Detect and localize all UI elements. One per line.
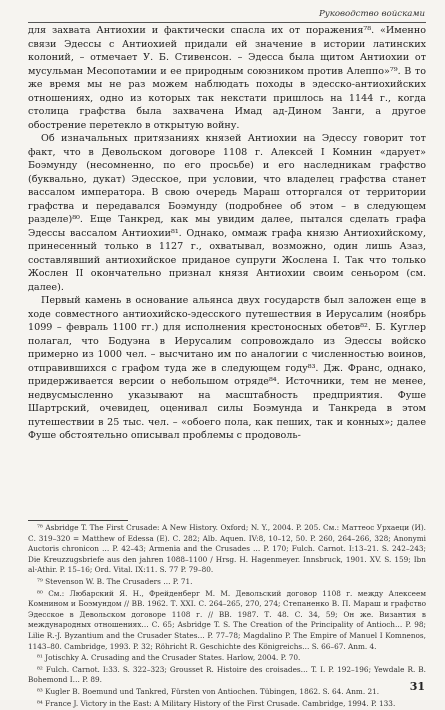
paragraph: для захвата Антиохии и фактически спасла их от поражения⁷⁸. «Именно связи Эдессы с Антиохией придали ей значение в истории латинских колоний, – отмечает У. Б. Стивенсон. – Эдесса была щитом Антиохии от мусульман Месопотамии и ее природным союзником против Алеппо»⁷⁹. В то же время мы не раз можем наблюдать походы в эдесско-антиохийских отношениях, одно из которых так некстати пришлось на 1144 г., когда столица графства была захвачена Имад ад-Дином Занги, а другое обострение перетекло в открытую войну. xyxy=(28,25,426,131)
footnote: ⁸⁰ См.: Любарский Я. Н., Фрейденберг М. М. Девольский договор 1108 г. между Алексеем Комнином и Боэмундом // ВВ. 1962. Т. XXI. С. 264–265, 270, 274; Степаненко В. П. Мараш и графство Эдесское в Девольском договоре 1108 г. // ВВ. 1987. Т. 48. С. 34, 59; Он же. Византия в международных отношениях… С. 65; Asbridge T. S. The Creation of the Principality of Antioch… P. 98; Lilie R.-J. Byzantium and the Crusader States… P. 77–78; Magdalino P. The Empire of Manuel I Komnenos, 1143–80. Cambridge, 1993. P. 32; Röhricht R. Geschichte des Königreichs… S. 66–67. Anm. 4. xyxy=(28,588,426,651)
footnote: ⁸³ Kugler B. Boemund und Tankred, Fürsten von Antiochen. Tübingen, 1862. S. 64. Anm. 21. xyxy=(37,686,380,696)
page-number: 31 xyxy=(409,680,425,693)
header-rule xyxy=(28,22,426,23)
main-text xyxy=(28,24,426,443)
footnote: ⁸¹ Jotischky A. Crusading and the Crusader States. Harlow, 2004. P. 70. xyxy=(37,653,301,663)
footnote: ⁸⁴ France J. Victory in the East: A Military History of the First Crusade. Cambridge, 1994. P. 133. xyxy=(37,698,396,708)
footnote: ⁷⁸ Asbridge T. The First Crusade: A New History. Oxford; N. Y., 2004. P. 205. См.: Маттеос Урхаеци (И). С. 319–320 = Matthew of Edessa (E). С. 282; Alb. Aquen. IV:8, 10–12, 50. P. 260, 264–266, 328; Anonymi Auctoris chronicon … P. 42–43; Armenia and the Crusades … P. 170; Fulch. Carnot. I:13–21. S. 242–243; Die Kreuzzugsbriefe aus den jahren 1088–1100 / Hrsg. H. Hagenmeyer. Innsbruck, 1901. XV. S. 159; Ibn al-Athir. P. 15–16; Ord. Vital. IX:11. S. 77 P. 79–80. xyxy=(28,523,426,575)
footnote-rule xyxy=(28,520,128,521)
paragraph: Об изначальных притязаниях князей Антиохии на Эдессу говорит тот факт, что в Девольском договоре 1108 г. Алексей I Комнин «дарует» Боэмунду (несомненно, по его просьбе) и его наследникам графство (буквально, дукат) Эдесское, при условии, что владелец графства станет вассалом императора. В свою очередь Мараш отторгался от территории графства и передавался Боэмунду (подробнее об этом – в следующем разделе)⁸⁰. Еще Танкред, как мы увидим далее, пытался сделать графа Эдессы вассалом Антиохии⁸¹. Однако, оммаж графа князю Антиохийскому, принесенный только в 1127 г., охватывал, возможно, один лишь Азаз, составлявший антиохийское приданое супруги Жослена I. Так что только Жослен II окончательно признал князя Антиохии своим сеньором (см. далее). xyxy=(28,133,426,293)
footnote: ⁸² Fulch. Carnot. I:33. S. 322–323; Grousset R. Histoire des croisades… T. I. P. 192–196; Yewdale R. B. Bohemond I… P. 89. xyxy=(28,664,426,685)
footnotes xyxy=(28,523,426,710)
running-head: Руководство войсками xyxy=(318,9,425,19)
footnote: ⁷⁹ Stevenson W. B. The Crusaders … P. 71. xyxy=(37,576,193,586)
paragraph: Первый камень в основание альянса двух государств был заложен еще в ходе совместного антиохийско-эдесского путешествия в Иерусалим (ноябрь 1099 – февраль 1100 гг.) для исполнения крестоносных обетов⁸². Б. Куглер полагал, что Бодуэна в Иерусалим сопровождало из Эдессы войско примерно из 1000 чел. – высчитано им по аналогии с численностью воинов, отправившихся с графом туда же в следующем году⁸³. Дж. Франс, однако, придерживается версии о небольшом отряде⁸⁴. Источники, тем не менее, недвусмысленно указывают на масштабность предприятия. Фуше Шартрский, очевидец, оценивал силы Боэмунда и Танкреда в этом путешествии в 25 тыс. чел. – «обоего пола, как пеших, так и конных»; далее Фуше обстоятельно описывал проблемы с продоволь- xyxy=(28,295,426,441)
